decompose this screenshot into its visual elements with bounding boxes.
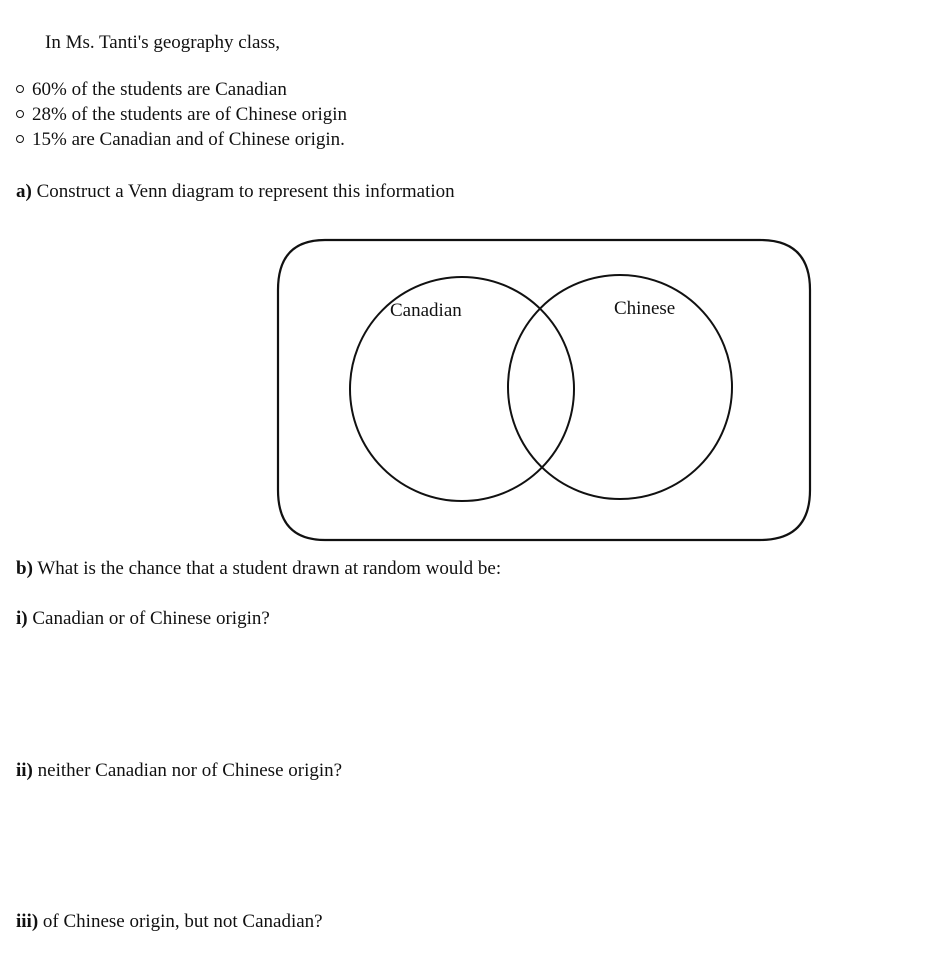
question-label: ii) — [16, 760, 33, 781]
fact-text: 60% of the students are Canadian — [32, 79, 287, 100]
fact-text: 15% are Canadian and of Chinese origin. — [32, 129, 345, 150]
part-a-prompt — [16, 180, 455, 204]
question-text: Canadian or of Chinese origin? — [32, 608, 270, 629]
question-i — [16, 607, 270, 631]
bullet-icon — [16, 110, 24, 118]
bullet-icon — [16, 135, 24, 143]
chinese-set-label: Chinese — [614, 298, 676, 319]
part-b-prompt — [16, 557, 501, 581]
canadian-set-label: Canadian — [390, 300, 462, 321]
question-label: iii) — [16, 911, 39, 932]
part-a-text: Construct a Venn diagram to represent this information — [36, 181, 455, 202]
fact-item-canadian — [16, 78, 287, 102]
fact-item-chinese — [16, 103, 347, 127]
fact-text: 28% of the students are of Chinese origin — [32, 104, 348, 125]
bullet-icon — [16, 85, 24, 93]
universal-set-rectangle — [278, 240, 810, 540]
part-b-label: b) — [16, 558, 33, 579]
question-text: of Chinese origin, but not Canadian? — [42, 911, 323, 932]
question-text: neither Canadian nor of Chinese origin? — [37, 760, 343, 781]
intro-text: In Ms. Tanti's geography class, — [45, 32, 280, 53]
fact-item-both — [16, 128, 345, 152]
part-b-text: What is the chance that a student drawn at random would be: — [37, 558, 502, 579]
canadian-set-circle — [350, 277, 574, 501]
question-ii — [16, 759, 342, 783]
part-a-label: a) — [16, 181, 32, 202]
venn-diagram — [270, 232, 820, 548]
question-label: i) — [16, 608, 28, 629]
question-iii — [16, 910, 323, 934]
